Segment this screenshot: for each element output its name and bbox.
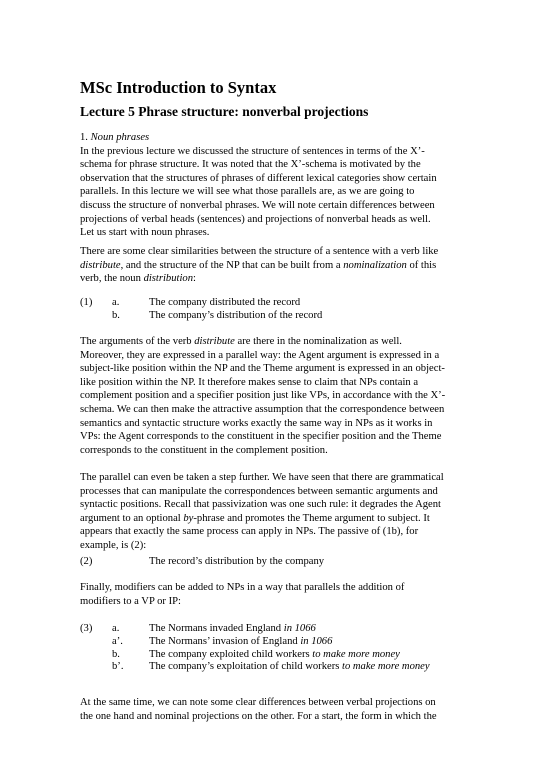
example-row [80,636,540,649]
italic-term: distribute [80,259,121,271]
paragraph-line: discuss the structure of nonverbal phrases. We will note certain differences between [80,199,435,211]
example-label: b’. [112,661,124,673]
section-heading [80,131,480,145]
paragraph-line: The parallel can even be taken a step further. We have seen that there are grammatical [80,472,444,483]
text-run: verb, the noun [80,273,144,285]
example-text: The company distributed the record [149,297,301,308]
example-1 [80,297,540,323]
example-label: a’. [112,635,123,647]
paragraph-5 [80,581,480,608]
paragraph-line: In the previous lecture we discussed the structure of sentences in terms of the X’- [80,145,425,157]
text-run: are there in the nominalization as well. [234,336,402,347]
paragraph-line: corresponds to the constituent in the complement position. [80,444,328,456]
example-3 [80,623,540,674]
italic-term: distribute [194,336,235,347]
paragraph-line: the one hand and nominal projections on the other. For a start, the form in which the [80,710,437,722]
lecture-heading: Lecture 5 Phrase structure: nonverbal projections [80,104,369,119]
paragraph-line: parallels. In this lecture we will see what those parallels are, as we are going to [80,186,415,198]
italic-term: by [183,512,194,524]
paragraph-line: like position within the NP. It therefore makes sense to claim that NPs contain a [80,376,419,388]
example-label: b. [112,648,120,660]
example-text [149,636,332,649]
example-text [149,623,316,636]
paragraph-line: schema for phrase structure. It was noted that the X’-schema is motivated by the [80,159,421,171]
paragraph-6 [80,696,480,723]
paragraph-line: VPs: the Agent corresponds to the constituent in the specifier position and the Theme [80,431,442,443]
example-text [149,649,400,662]
example-row [80,556,540,569]
paragraph-4 [80,471,480,553]
example-number: (2) [80,556,93,567]
paragraph-line: complement position and a specifier position just like VPs, in accordance with the X’- [80,390,446,402]
paragraph-line: projections of verbal heads (sentences) and projections of nonverbal heads as well. [80,213,431,225]
example-number: (1) [80,297,93,308]
paragraph-line [80,272,480,286]
paragraph-line: Let us start with noun phrases. [80,227,210,239]
italic-term: to make more money [342,661,430,673]
text-run: , and the structure of the NP that can be built from a [120,259,344,271]
paragraph-line: example, is (2): [80,539,147,551]
example-2 [80,556,540,569]
paragraph-line [80,259,480,273]
example-label: a. [112,297,120,308]
paragraph-line: modifiers to a VP or IP: [80,595,181,607]
text-run: The company exploited child workers [149,648,313,660]
section-number: 1. [80,132,88,143]
text-run: The arguments of the verb [80,336,195,347]
paragraph-line: At the same time, we can note some clear differences between verbal projections on [80,697,436,708]
paragraph-line: syntactic positions. Recall that passivization was one such rule: it degrades the Agent [80,499,441,511]
section-title: Noun phrases [90,132,150,143]
paragraph-3 [80,335,480,457]
text-run: of this [406,259,437,271]
text-run: : [193,273,196,285]
italic-term: in 1066 [300,635,333,647]
italic-term: distribution [143,273,194,285]
paragraph-line: appears that exactly the same process can apply in NPs. The passive of (1b), for [80,526,419,538]
paragraph-line: Finally, modifiers can be added to NPs in a way that parallels the addition of [80,582,405,593]
text-run: The Normans’ invasion of England [149,635,301,647]
example-row [80,310,540,323]
italic-term: in 1066 [283,623,316,634]
paragraph-2 [80,245,480,286]
paragraph-line: semantics and syntactic structure works exactly the same way in NPs as it works in [80,417,433,429]
example-number: (3) [80,623,93,634]
text-run: -phrase and promotes the Theme argument to subject. It [193,512,430,524]
paragraph-line: schema. We can then make the attractive assumption that the correspondence between [80,403,445,415]
text-run: The company’s exploitation of child workers [149,661,342,673]
text-run: The Normans invaded England [149,623,284,634]
example-label: b. [112,309,120,321]
example-text: The record’s distribution by the company [149,556,325,567]
paragraph-line [80,512,480,526]
paragraph-line: There are some clear similarities between the structure of a sentence with a verb like [80,246,439,257]
example-text [149,661,430,674]
paragraph-line: Moreover, they are expressed in a parallel way: the Agent argument is expressed in a [80,349,440,361]
example-row [80,623,540,636]
paragraph-line [80,335,480,349]
section-noun-phrases [80,131,480,240]
example-row [80,649,540,662]
example-row [80,297,540,310]
italic-term: to make more money [312,648,400,660]
paragraph-line: subject-like position within the NP and the Theme argument is expressed in an object- [80,363,445,375]
paragraph-line: observation that the structures of phrases of different lexical categories show certain [80,172,437,184]
example-row [80,661,540,674]
document-title: MSc Introduction to Syntax [80,78,277,97]
example-label: a. [112,623,120,634]
example-text: The company’s distribution of the record [149,309,323,321]
paragraph-line: processes that can manipulate the correspondences between semantic arguments and [80,485,438,497]
text-run: argument to an optional [80,512,184,524]
italic-term: nominalization [343,259,407,271]
